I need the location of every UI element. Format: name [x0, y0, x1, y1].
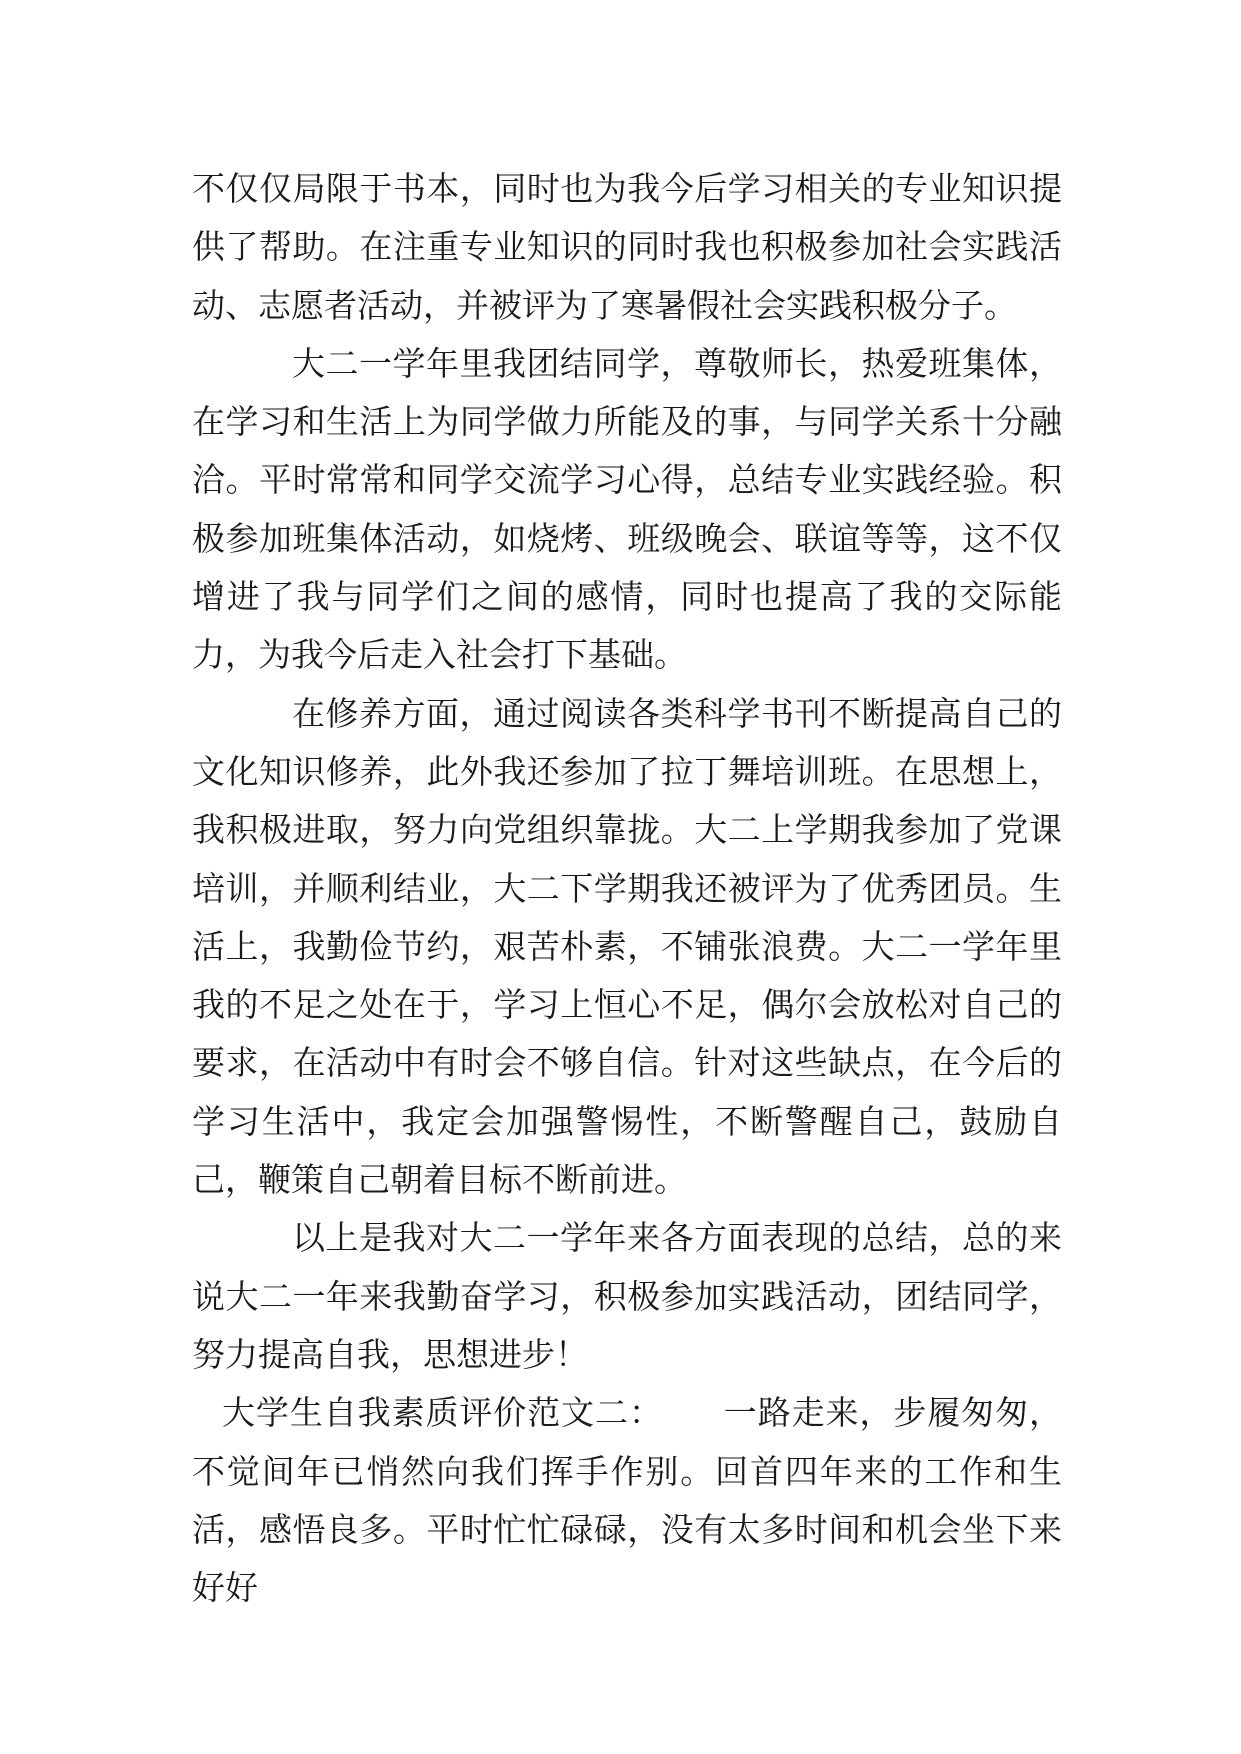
- paragraph-1: 不仅仅局限于书本，同时也为我今后学习相关的专业知识提供了帮助。在注重专业知识的同时我也积极参加社会实践活动、志愿者活动，并被评为了寒暑假社会实践积极分子。: [192, 169, 1062, 325]
- paragraph-2: 大二一学年里我团结同学，尊敬师长，热爱班集体，在学习和生活上为同学做力所能及的事，与同学关系十分融洽。平时常常和同学交流学习心得，总结专业实践经验。积极参加班集体活动，如烧烤、班级晚会、联谊等等，这不仅增进了我与同学们之间的感情，同时也提高了我的交际能力，为我今后走入社会打下基础。: [192, 343, 1062, 675]
- section-text: 一路走来，步履匆匆，不觉间年已悄然向我们挥手作别。回首四年来的工作和生活，感悟良多。平时忙忙碌碌，没有太多时间和机会坐下来好好: [192, 1393, 1063, 1608]
- section-heading: 大学生自我素质评价范文二：: [222, 1393, 663, 1433]
- paragraph-3: 在修养方面，通过阅读各类科学书刊不断提高自己的文化知识修养，此外我还参加了拉丁舞培训班。在思想上，我积极进取，努力向党组织靠拢。大二上学期我参加了党课培训，并顺利结业，大二下学期我还被评为了优秀团员。生活上，我勤俭节约，艰苦朴素，不铺张浪费。大二一学年里我的不足之处在于，学习上恒心不足，偶尔会放松对自己的要求，在活动中有时会不够自信。针对这些缺点，在今后的学习生活中，我定会加强警惕性，不断警醒自己，鼓励自己，鞭策自己朝着目标不断前进。: [192, 693, 1062, 1200]
- paragraph-5: [192, 1384, 1062, 1617]
- document-body: [192, 160, 1062, 1617]
- paragraph-4: 以上是我对大二一学年来各方面表现的总结，总的来说大二一年来我勤奋学习，积极参加实践活动，团结同学，努力提高自我，思想进步！: [192, 1218, 1062, 1374]
